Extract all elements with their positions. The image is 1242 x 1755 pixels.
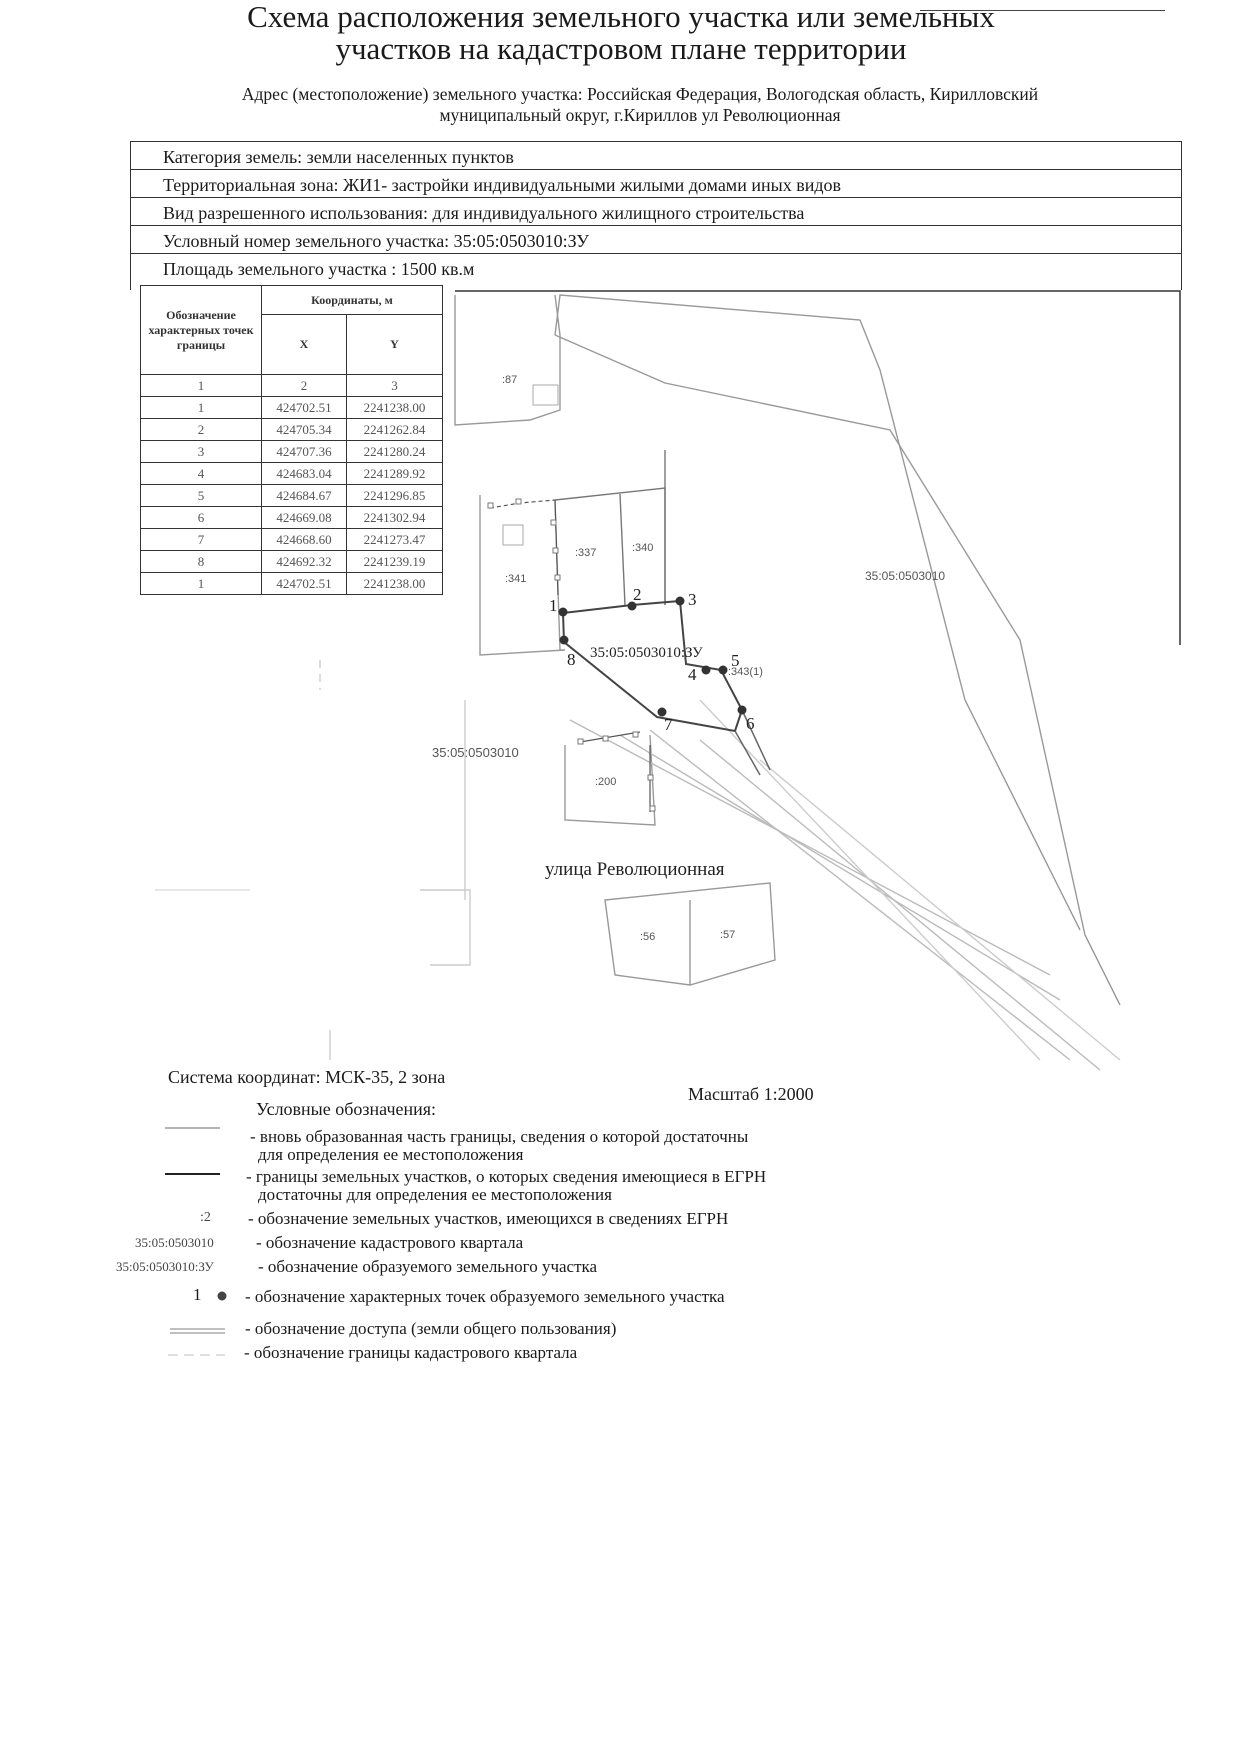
x-cell: 424692.32 bbox=[262, 551, 347, 573]
y-cell: 2241302.94 bbox=[347, 507, 443, 529]
table-colnum: 1 bbox=[141, 375, 262, 397]
point-1-label: 1 bbox=[549, 596, 558, 615]
y-cell: 2241262.84 bbox=[347, 419, 443, 441]
point-8-marker bbox=[560, 636, 569, 645]
y-cell: 2241239.19 bbox=[347, 551, 443, 573]
x-cell: 424702.51 bbox=[262, 397, 347, 419]
point-5-label: 5 bbox=[731, 651, 740, 670]
coordinates-table bbox=[140, 285, 443, 595]
legend-item-new-boundary-cont: для определения ее местоположения bbox=[258, 1145, 524, 1164]
legend-item-new-boundary: - вновь образованная часть границы, сведения о которой достаточны bbox=[250, 1127, 749, 1146]
y-cell: 2241289.92 bbox=[347, 463, 443, 485]
right-parcel-outline-a bbox=[555, 335, 1120, 1005]
point-cell: 7 bbox=[141, 529, 262, 551]
new-parcel-boundary bbox=[563, 601, 770, 775]
legend-symbol-point: 1 bbox=[193, 1285, 202, 1304]
land-category: Категория земель: земли населенных пунктов bbox=[131, 142, 1181, 170]
x-cell: 424707.36 bbox=[262, 441, 347, 463]
permitted-use: Вид разрешенного использования: для индивидуального жилищного строительства bbox=[131, 198, 1181, 226]
table-head-points: Обозначение характерных точек границы bbox=[141, 286, 262, 375]
table-head-y: Y bbox=[347, 315, 443, 375]
parcel-341-label: :341 bbox=[505, 573, 527, 585]
y-cell: 2241238.00 bbox=[347, 573, 443, 595]
y-cell: 2241238.00 bbox=[347, 397, 443, 419]
table-head-x: X bbox=[262, 315, 347, 375]
point-3-marker bbox=[676, 597, 685, 606]
street-label: улица Революционная bbox=[545, 859, 725, 880]
document-title-line2: участков на кадастровом плане территории bbox=[335, 31, 907, 66]
parcel-200-label: :200 bbox=[595, 776, 617, 788]
point-4-marker bbox=[702, 666, 711, 675]
table-row bbox=[141, 507, 443, 529]
address-line2: муниципальный округ, г.Кириллов ул Революционная bbox=[439, 105, 841, 125]
legend-symbol-quarter: 35:05:0503010 bbox=[135, 1235, 214, 1250]
x-cell: 424669.08 bbox=[262, 507, 347, 529]
legend-item-new-parcel: - обозначение образуемого земельного участка bbox=[258, 1257, 598, 1276]
parcel-number: Условный номер земельного участка: 35:05:0503010:ЗУ bbox=[131, 226, 1181, 254]
parcel-340-label: :340 bbox=[632, 542, 654, 554]
parcel-343-label: :343(1) bbox=[728, 666, 763, 678]
point-3-label: 3 bbox=[688, 590, 697, 609]
y-cell: 2241280.24 bbox=[347, 441, 443, 463]
table-row bbox=[141, 441, 443, 463]
parcel-area: Площадь земельного участка : 1500 кв.м bbox=[163, 259, 475, 279]
y-cell: 2241273.47 bbox=[347, 529, 443, 551]
right-parcel-outline-b bbox=[555, 295, 1080, 930]
legend-symbol-parcel: :2 bbox=[200, 1210, 211, 1225]
legend-symbol-new-parcel: 35:05:0503010:ЗУ bbox=[116, 1259, 214, 1274]
point-cell: 1 bbox=[141, 573, 262, 595]
new-parcel-label: 35:05:0503010:ЗУ bbox=[590, 645, 703, 661]
quarter-boundary-2 bbox=[420, 890, 470, 965]
legend-item-parcel-label: - обозначение земельных участков, имеющихся в сведениях ЕГРН bbox=[248, 1209, 729, 1228]
legend-item-quarter-boundary: - обозначение границы кадастрового квартала bbox=[244, 1343, 578, 1362]
map-frame bbox=[455, 291, 1180, 645]
point-cell: 8 bbox=[141, 551, 262, 573]
table-colnum: 3 bbox=[347, 375, 443, 397]
street-line-5 bbox=[760, 760, 1120, 1060]
quarter-label-left: 35:05:0503010 bbox=[432, 745, 519, 760]
table-row bbox=[141, 573, 443, 595]
parcel-57-label: :57 bbox=[720, 929, 736, 941]
legend-item-access: - обозначение доступа (земли общего пользования) bbox=[245, 1319, 617, 1338]
point-4-label: 4 bbox=[688, 665, 697, 684]
x-cell: 424705.34 bbox=[262, 419, 347, 441]
point-1-marker bbox=[559, 608, 568, 617]
y-cell: 2241296.85 bbox=[347, 485, 443, 507]
x-cell: 424683.04 bbox=[262, 463, 347, 485]
coordinate-system: Система координат: МСК-35, 2 зона bbox=[168, 1067, 446, 1087]
table-row bbox=[141, 485, 443, 507]
point-7-label: 7 bbox=[664, 715, 673, 734]
legend-item-existing-boundary: - границы земельных участков, о которых сведения имеющиеся в ЕГРН bbox=[246, 1167, 767, 1186]
table-row bbox=[141, 529, 443, 551]
parcel-340-outline bbox=[620, 494, 625, 605]
parcel-56-label: :56 bbox=[640, 931, 656, 943]
x-cell: 424702.51 bbox=[262, 573, 347, 595]
table-head-coords: Координаты, м bbox=[262, 286, 443, 315]
parcel-337-label: :337 bbox=[575, 547, 597, 559]
quarter-label-right: 35:05:0503010 bbox=[865, 569, 946, 583]
point-cell: 5 bbox=[141, 485, 262, 507]
street-line-3 bbox=[650, 730, 1070, 1060]
table-row bbox=[141, 397, 443, 419]
table-colnum: 2 bbox=[262, 375, 347, 397]
point-8-label: 8 bbox=[567, 650, 576, 669]
point-cell: 4 bbox=[141, 463, 262, 485]
legend-item-points: - обозначение характерных точек образуемого земельного участка bbox=[245, 1287, 725, 1306]
parcel-87-label: :87 bbox=[502, 374, 518, 386]
point-cell: 6 bbox=[141, 507, 262, 529]
building-87-icon bbox=[533, 385, 558, 405]
point-5-marker bbox=[719, 666, 728, 675]
x-cell: 424668.60 bbox=[262, 529, 347, 551]
building-341-icon bbox=[503, 525, 523, 545]
point-cell: 1 bbox=[141, 397, 262, 419]
point-cell: 3 bbox=[141, 441, 262, 463]
address-line1: Адрес (местоположение) земельного участка: Российская Федерация, Вологодская область, Кирилловский bbox=[241, 84, 1039, 104]
street-line-4 bbox=[700, 740, 1100, 1070]
legend-title: Условные обозначения: bbox=[256, 1099, 437, 1119]
table-row bbox=[141, 463, 443, 485]
table-row bbox=[141, 551, 443, 573]
document-title-line1: Схема расположения земельного участка или земельных bbox=[247, 0, 995, 34]
point-6-label: 6 bbox=[746, 714, 755, 733]
territorial-zone: Территориальная зона: ЖИ1- застройки индивидуальными жилыми домами иных видов bbox=[131, 170, 1181, 198]
point-cell: 2 bbox=[141, 419, 262, 441]
street-line-6 bbox=[700, 700, 1040, 1060]
legend-item-existing-boundary-cont: достаточны для определения ее местоположения bbox=[258, 1185, 612, 1204]
legend-item-quarter: - обозначение кадастрового квартала bbox=[256, 1233, 524, 1252]
legend-point-icon bbox=[218, 1292, 227, 1301]
map-scale: Масштаб 1:2000 bbox=[688, 1084, 814, 1104]
table-row bbox=[141, 419, 443, 441]
point-2-label: 2 bbox=[633, 585, 642, 604]
x-cell: 424684.67 bbox=[262, 485, 347, 507]
